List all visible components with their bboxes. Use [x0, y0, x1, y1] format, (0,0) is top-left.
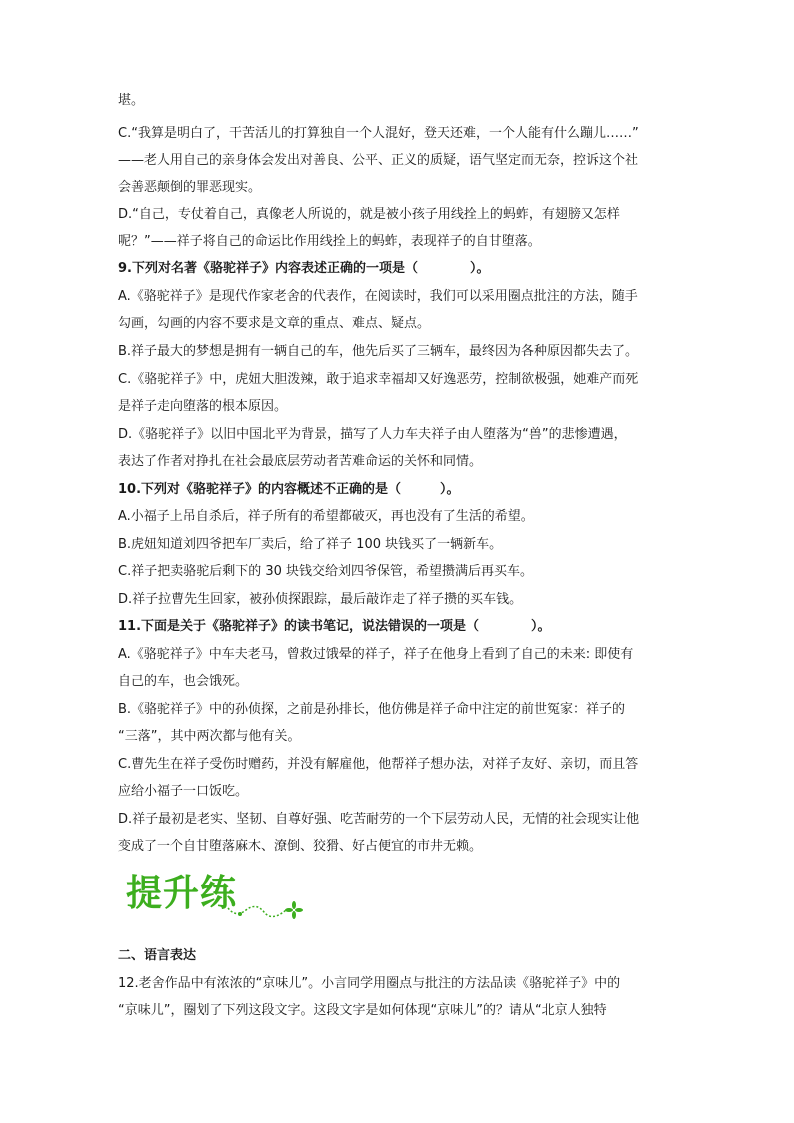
question-heading: 11.下面是关于《骆驼祥子》的读书笔记，说法错误的一项是（ ）。 [118, 619, 551, 634]
text-line: B.《骆驼祥子》中的孙侦探，之前是孙排长，他仿佛是祥子命中注定的前世冤家：祥子的 [118, 702, 626, 717]
text-line: 会善恶颠倒的罪恶现实。 [118, 180, 262, 195]
text-line: “三落”，其中两次都与他有关。 [118, 729, 301, 744]
text-line: B.虎妞知道刘四爷把车厂卖后，给了祥子 100 块钱买了一辆新车。 [118, 537, 503, 552]
text-line: C.曹先生在祥子受伤时赠药，并没有解雇他，他帮祥子想办法，对祥子友好、亲切，而且答 [118, 757, 639, 772]
text-line: D.《骆驼祥子》以旧中国北平为背景，描写了人力车夫祥子由人堕落为“兽”的悲惨遭遇， [118, 427, 627, 442]
text-line: B.祥子最大的梦想是拥有一辆自己的车，他先后买了三辆车，最终因为各种原因都失去了。 [118, 344, 639, 359]
logo-text: 提升练 [126, 873, 238, 914]
text-line: C.“我算是明白了，干苦活儿的打算独自一个人混好，登天还难，一个人能有什么蹦儿……” [118, 126, 639, 141]
tisheng-lian-logo [126, 872, 306, 924]
text-line: ——老人用自己的亲身体会发出对善良、公平、正义的质疑，语气坚定而无奈，控诉这个社 [118, 153, 639, 168]
text-line: A.小福子上吊自杀后，祥子所有的希望都破灭，再也没有了生活的希望。 [118, 509, 534, 524]
text-line: 勾画，勾画的内容不要求是文章的重点、难点、疑点。 [118, 316, 431, 331]
text-line: 变成了一个自甘堕落麻木、潦倒、狡猾、好占便宜的市井无赖。 [118, 839, 483, 854]
text-line: A.《骆驼祥子》中车夫老马，曾救过饿晕的祥子，祥子在他身上看到了自己的未来: 即使有 [118, 647, 634, 662]
text-line: D.“自己，专仗着自己，真像老人所说的，就是被小孩子用线拴上的蚂蚱，有翅膀又怎样 [118, 207, 620, 222]
text-line: 是祥子走向堕落的根本原因。 [118, 399, 288, 414]
text-line: A.《骆驼祥子》是现代作家老舍的代表作，在阅读时，我们可以采用圈点批注的方法，随手 [118, 289, 638, 304]
text-line: 表达了作者对挣扎在社会最底层劳动者苦难命运的关怀和同情。 [118, 454, 483, 469]
text-line: C.《骆驼祥子》中，虎妞大胆泼辣，敢于追求幸福却又好逸恶劳，控制欲极强，她难产而死 [118, 372, 639, 387]
question-12-line-1: 12.老舍作品中有浓浓的“京味儿”。小言同学用圈点与批注的方法品读《骆驼祥子》中的 [118, 976, 621, 991]
text-line: D.祥子最初是老实、坚韧、自尊好强、吃苦耐劳的一个下层劳动人民，无情的社会现实让他 [118, 812, 640, 827]
text-line: D.祥子拉曹先生回家，被孙侦探跟踪，最后敲诈走了祥子攒的买车钱。 [118, 592, 523, 607]
text-line: 呢？”——祥子将自己的命运比作用线拴上的蚂蚱，表现祥子的自甘堕落。 [118, 234, 541, 249]
text-line: C.祥子把卖骆驼后剩下的 30 块钱交给刘四爷保管，希望攒满后再买车。 [118, 564, 534, 579]
question-heading: 9.下列对名著《骆驼祥子》内容表述正确的一项是（ ）。 [118, 261, 490, 276]
section-heading: 二、语言表达 [118, 948, 197, 963]
vine-decoration-icon [226, 898, 306, 922]
question-heading: 10.下列对《骆驼祥子》的内容概述不正确的是（ ）。 [118, 482, 460, 497]
text-line: 应给小福子一口饭吃。 [118, 784, 249, 799]
text-line: 自己的车，也会饿死。 [118, 674, 249, 689]
text-line: 堪。 [118, 93, 145, 108]
question-12-line-2: “京味儿”，圈划了下列这段文字。这段文字是如何体现“京味儿”的？请从“北京人独特 [118, 1003, 607, 1018]
